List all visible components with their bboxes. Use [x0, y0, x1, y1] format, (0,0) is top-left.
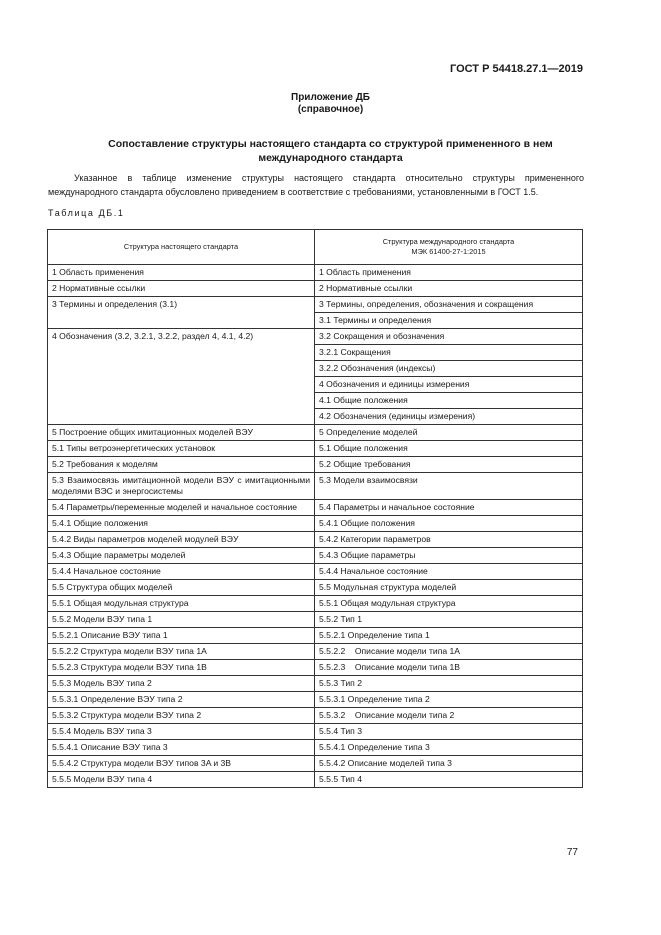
cell-current-standard: 5 Построение общих имитационных моделей ВЭУ: [48, 425, 315, 441]
appendix-heading: [0, 92, 661, 116]
cell-current-standard: 5.5.2.1 Описание ВЭУ типа 1: [48, 628, 315, 644]
table-row: [48, 740, 583, 756]
table-label: Таблица ДБ.1: [48, 208, 125, 218]
cell-current-standard: 5.5.4.2 Структура модели ВЭУ типов 3A и 3B: [48, 756, 315, 772]
table-row: [48, 281, 583, 297]
cell-current-standard: 5.5.2 Модели ВЭУ типа 1: [48, 612, 315, 628]
header-right: [315, 230, 583, 265]
cell-current-standard: 5.1 Типы ветроэнергетических установок: [48, 441, 315, 457]
cell-international-standard: 5.5.5 Тип 4: [315, 772, 583, 788]
standard-code: ГОСТ Р 54418.27.1—2019: [449, 63, 583, 75]
cell-international-standard: 1 Область применения: [315, 265, 583, 281]
section-title: [60, 137, 601, 165]
cell-international-standard: 5.4 Параметры и начальное состояние: [315, 500, 583, 516]
cell-international-standard: 5.5.1 Общая модульная структура: [315, 596, 583, 612]
cell-international-standard: 2 Нормативные ссылки: [315, 281, 583, 297]
cell-international-standard: 5.5.3 Тип 2: [315, 676, 583, 692]
table-row: [48, 772, 583, 788]
table-row: [48, 532, 583, 548]
cell-international-standard: 5 Определение моделей: [315, 425, 583, 441]
cell-current-standard: 5.3 Взаимосвязь имитационной модели ВЭУ с имитационными моделями ВЭС и энергосистемы: [48, 473, 315, 500]
table-row: [48, 580, 583, 596]
table-row: [48, 329, 583, 345]
table-row: [48, 457, 583, 473]
cell-international-standard: 4.2 Обозначения (единицы измерения): [315, 409, 583, 425]
cell-international-standard: 3.2.2 Обозначения (индексы): [315, 361, 583, 377]
cell-international-standard: 5.5.4 Тип 3: [315, 724, 583, 740]
cell-current-standard: 5.5.3.2 Структура модели ВЭУ типа 2: [48, 708, 315, 724]
table-body: [48, 265, 583, 788]
cell-international-standard: 3 Термины, определения, обозначения и сокращения: [315, 297, 583, 313]
cell-current-standard: 5.5.5 Модели ВЭУ типа 4: [48, 772, 315, 788]
cell-international-standard: 5.5.4.1 Определение типа 3: [315, 740, 583, 756]
section-title-line2: международного стандарта: [258, 152, 403, 164]
cell-international-standard: 5.3 Модели взаимосвязи: [315, 473, 583, 500]
table-row: [48, 265, 583, 281]
header-right-line2: МЭК 61400-27-1:2015: [411, 247, 486, 256]
cell-current-standard: 5.5 Структура общих моделей: [48, 580, 315, 596]
cell-international-standard: 5.5.2.1 Определение типа 1: [315, 628, 583, 644]
cell-international-standard: 5.5 Модульная структура моделей: [315, 580, 583, 596]
cell-current-standard: 1 Область применения: [48, 265, 315, 281]
cell-current-standard: 5.4.3 Общие параметры моделей: [48, 548, 315, 564]
cell-international-standard: 5.2 Общие требования: [315, 457, 583, 473]
cell-current-standard: 5.5.2.2 Структура модели ВЭУ типа 1A: [48, 644, 315, 660]
section-title-line1: Сопоставление структуры настоящего стандарта со структурой примененного в нем: [108, 138, 553, 150]
cell-international-standard: 5.5.3.1 Определение типа 2: [315, 692, 583, 708]
cell-current-standard: 5.5.4 Модель ВЭУ типа 3: [48, 724, 315, 740]
cell-international-standard: 5.5.3.2 Описание модели типа 2: [315, 708, 583, 724]
cell-current-standard: 5.4.2 Виды параметров моделей модулей ВЭУ: [48, 532, 315, 548]
appendix-title: Приложение ДБ: [291, 92, 370, 103]
table-header-row: [48, 230, 583, 265]
cell-current-standard: 5.5.1 Общая модульная структура: [48, 596, 315, 612]
cell-current-standard: 5.4 Параметры/переменные моделей и начальное состояние: [48, 500, 315, 516]
cell-international-standard: 3.1 Термины и определения: [315, 313, 583, 329]
page-number: 77: [566, 847, 578, 858]
cell-international-standard: 4.1 Общие положения: [315, 393, 583, 409]
table-row: [48, 297, 583, 313]
table-row: [48, 596, 583, 612]
table-row: [48, 644, 583, 660]
cell-international-standard: 5.5.2 Тип 1: [315, 612, 583, 628]
cell-current-standard: 5.2 Требования к моделям: [48, 457, 315, 473]
table-row: [48, 676, 583, 692]
table-row: [48, 441, 583, 457]
table-row: [48, 724, 583, 740]
table-row: [48, 425, 583, 441]
cell-current-standard: 5.5.3.1 Определение ВЭУ типа 2: [48, 692, 315, 708]
cell-international-standard: 3.2.1 Сокращения: [315, 345, 583, 361]
appendix-subtitle: (справочное): [297, 104, 364, 115]
cell-international-standard: 5.4.1 Общие положения: [315, 516, 583, 532]
cell-international-standard: 5.1 Общие положения: [315, 441, 583, 457]
cell-international-standard: 5.4.4 Начальное состояние: [315, 564, 583, 580]
cell-current-standard: 5.4.1 Общие положения: [48, 516, 315, 532]
table-row: [48, 564, 583, 580]
intro-paragraph: Указанное в таблице изменение структуры настоящего стандарта относительно структуры примененного международного стандарта обусловлено приведением в соответствие с требованиями, установленными в ГОСТ 1.5.: [48, 173, 584, 197]
table-row: [48, 516, 583, 532]
table-row: [48, 473, 583, 500]
table-row: [48, 756, 583, 772]
table-row: [48, 548, 583, 564]
cell-international-standard: 5.5.2.3 Описание модели типа 1B: [315, 660, 583, 676]
cell-current-standard: 5.5.3 Модель ВЭУ типа 2: [48, 676, 315, 692]
cell-international-standard: 5.4.3 Общие параметры: [315, 548, 583, 564]
cell-current-standard: 5.5.4.1 Описание ВЭУ типа 3: [48, 740, 315, 756]
cell-international-standard: 4 Обозначения и единицы измерения: [315, 377, 583, 393]
table-row: [48, 500, 583, 516]
cell-current-standard: 5.4.4 Начальное состояние: [48, 564, 315, 580]
table-row: [48, 660, 583, 676]
header-left: Структура настоящего стандарта: [48, 230, 315, 265]
cell-current-standard: 4 Обозначения (3.2, 3.2.1, 3.2.2, раздел 4, 4.1, 4.2): [48, 329, 315, 425]
cell-international-standard: 5.5.2.2 Описание модели типа 1A: [315, 644, 583, 660]
header-right-line1: Структура международного стандарта: [382, 237, 515, 246]
table-row: [48, 612, 583, 628]
cell-international-standard: 5.4.2 Категории параметров: [315, 532, 583, 548]
comparison-table: [47, 229, 583, 788]
cell-international-standard: 5.5.4.2 Описание моделей типа 3: [315, 756, 583, 772]
table-row: [48, 628, 583, 644]
cell-current-standard: 2 Нормативные ссылки: [48, 281, 315, 297]
table-row: [48, 708, 583, 724]
cell-current-standard: 3 Термины и определения (3.1): [48, 297, 315, 329]
table-row: [48, 692, 583, 708]
cell-current-standard: 5.5.2.3 Структура модели ВЭУ типа 1B: [48, 660, 315, 676]
cell-international-standard: 3.2 Сокращения и обозначения: [315, 329, 583, 345]
